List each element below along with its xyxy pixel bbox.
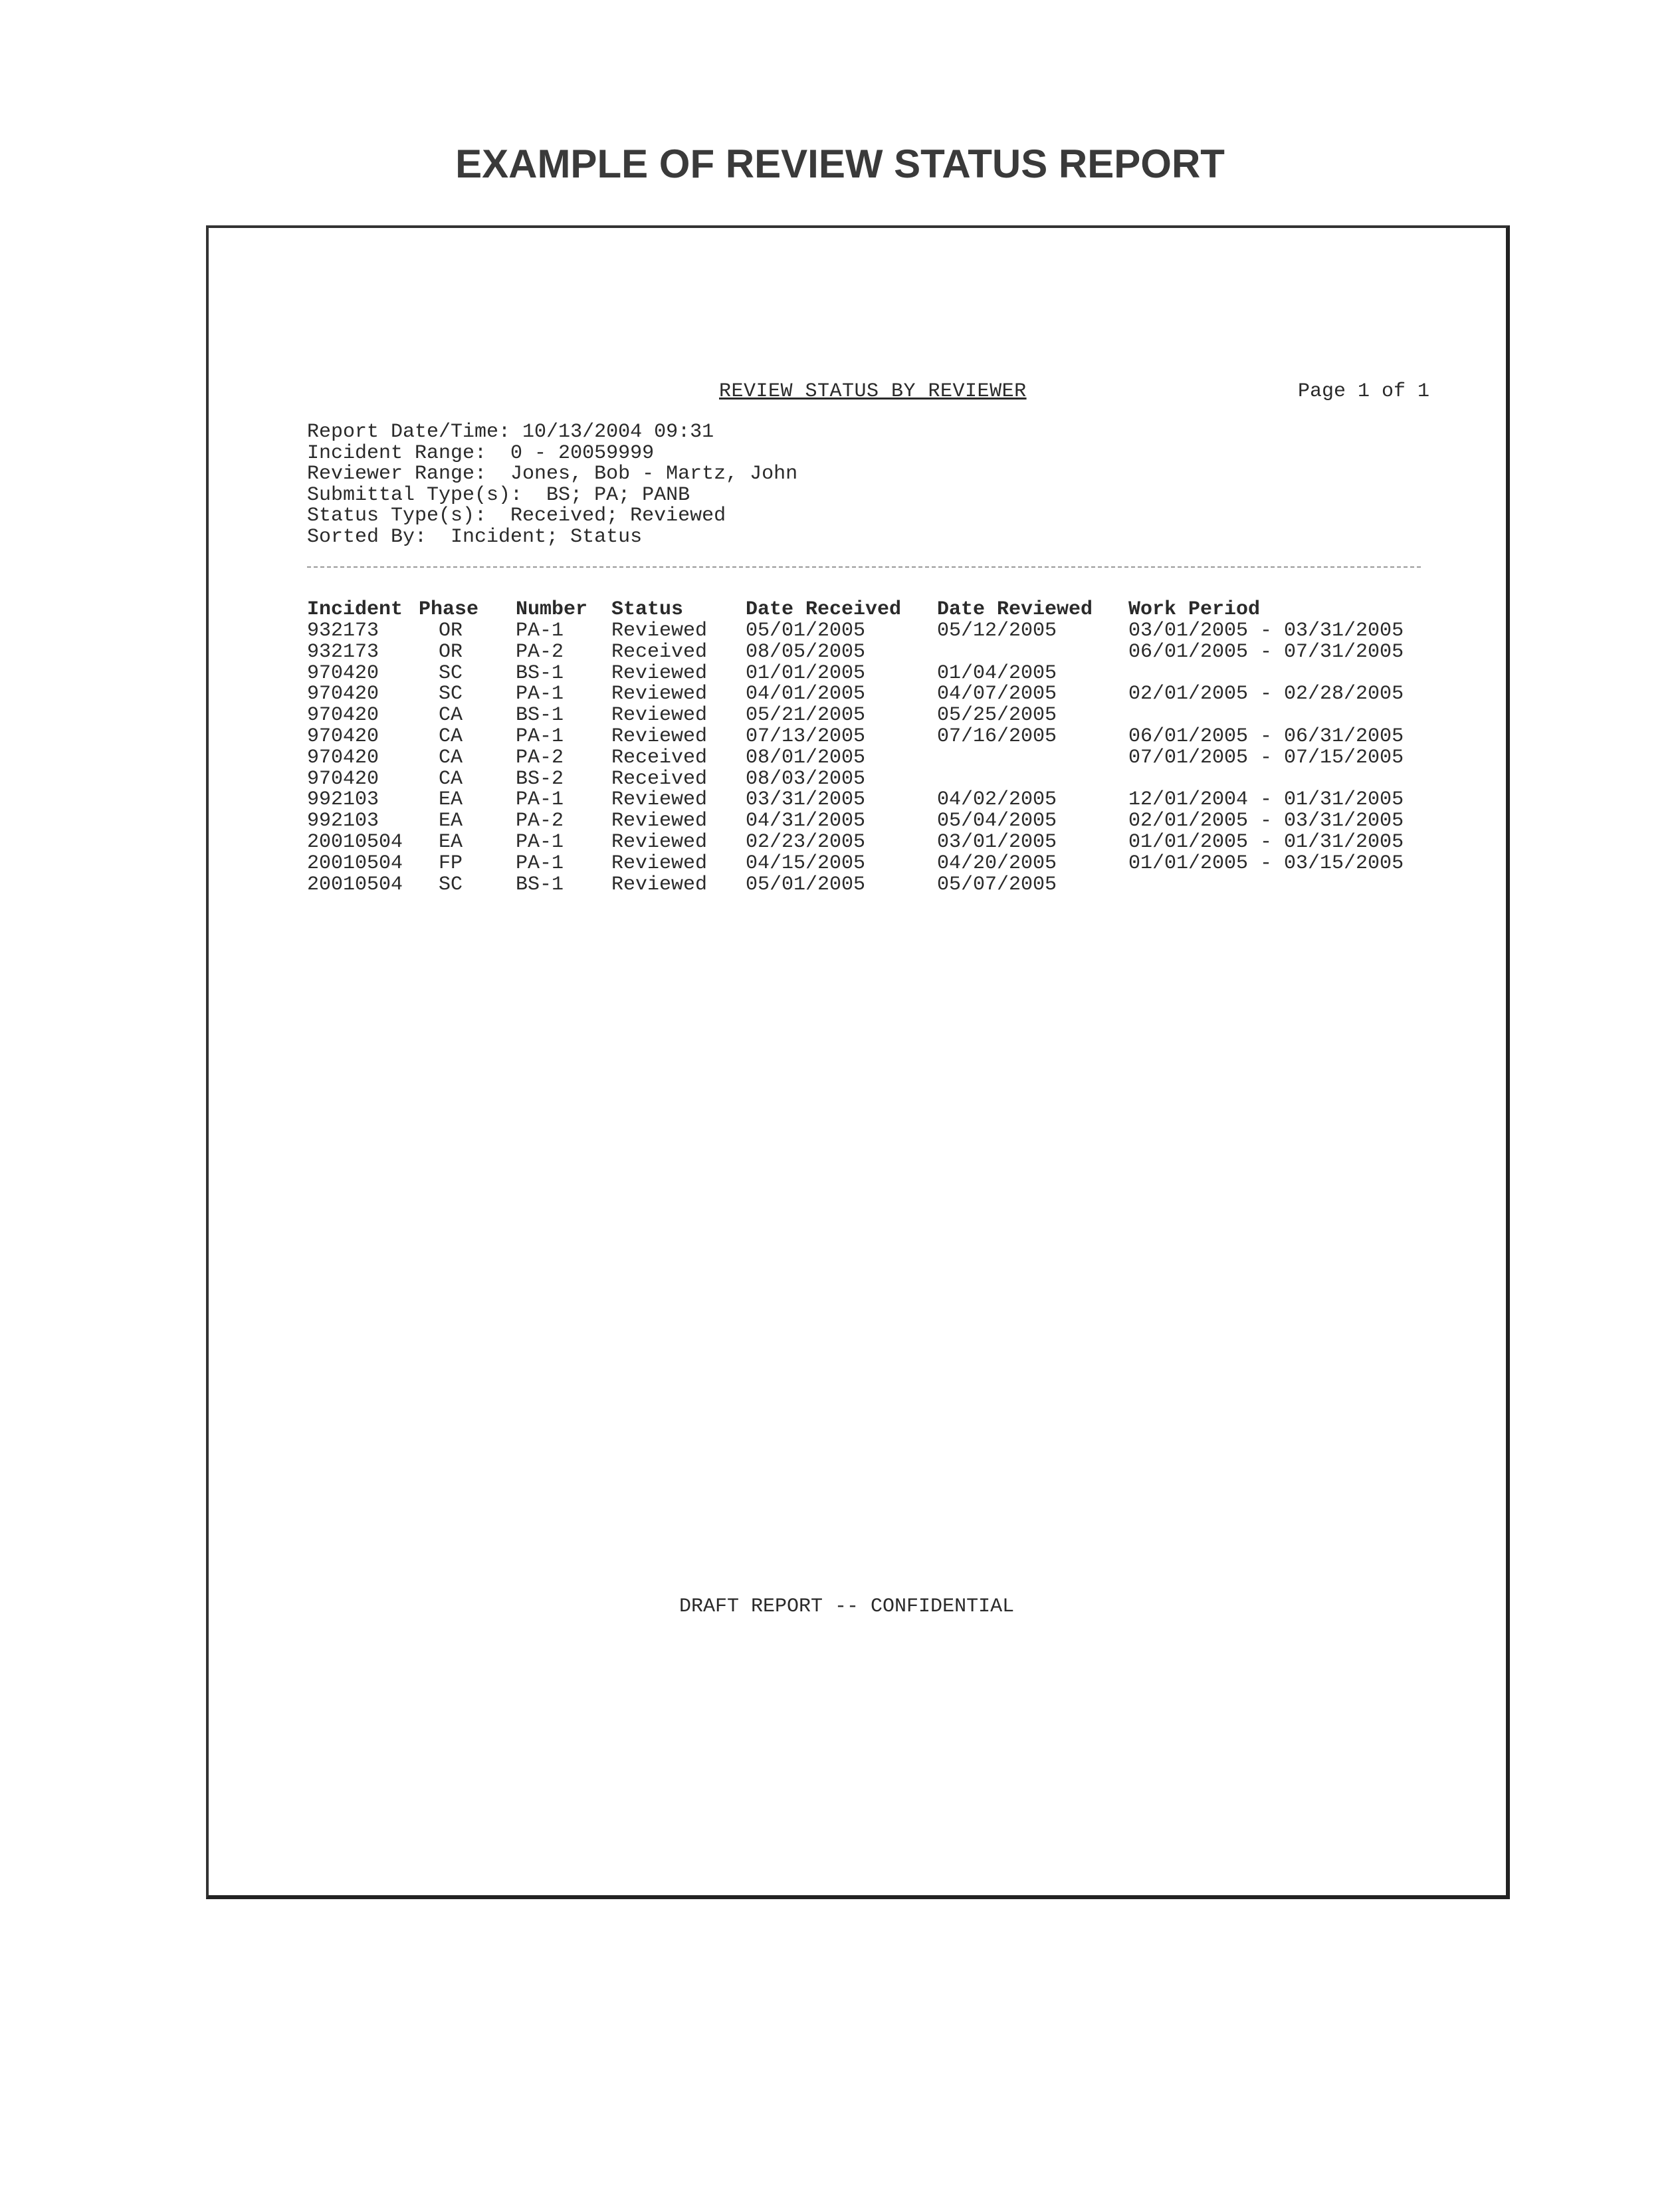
cell-number: BS-1 (516, 873, 564, 896)
cell-date-received: 02/23/2005 (746, 830, 866, 854)
table-row (307, 746, 1404, 769)
param-report-datetime: Report Date/Time: 10/13/2004 09:31 (307, 421, 714, 443)
cell-number: PA-1 (516, 683, 564, 706)
cell-status: Reviewed (611, 661, 708, 685)
table-header (307, 598, 1261, 621)
cell-work-period: 01/01/2005 - 01/31/2005 (1128, 830, 1404, 854)
cell-date-received: 04/31/2005 (746, 810, 866, 833)
cell-work-period: 06/01/2005 - 06/31/2005 (1128, 725, 1404, 748)
cell-incident: 970420 (307, 746, 379, 769)
cell-phase: CA (439, 725, 463, 748)
cell-status: Reviewed (611, 725, 708, 748)
page-indicator: Page 1 of 1 (1298, 380, 1430, 403)
cell-date-received: 08/01/2005 (746, 746, 866, 769)
cell-date-reviewed: 01/04/2005 (937, 661, 1057, 685)
col-header-number: Number (516, 598, 588, 621)
cell-number: PA-2 (516, 640, 564, 663)
cell-date-received: 04/15/2005 (746, 852, 866, 875)
table-row (307, 704, 1057, 727)
cell-date-reviewed: 05/12/2005 (937, 620, 1057, 642)
cell-phase: SC (439, 683, 463, 706)
cell-incident: 992103 (307, 788, 379, 812)
cell-number: BS-1 (516, 661, 564, 685)
cell-work-period: 03/01/2005 - 03/31/2005 (1128, 620, 1404, 642)
cell-number: BS-2 (516, 767, 564, 790)
cell-status: Reviewed (611, 810, 708, 833)
cell-number: BS-1 (516, 704, 564, 727)
cell-date-received: 05/01/2005 (746, 873, 866, 896)
param-sorted-by: Sorted By: Incident; Status (307, 525, 643, 548)
cell-incident: 970420 (307, 704, 379, 727)
col-header-incident: Incident (307, 598, 403, 621)
cell-number: PA-1 (516, 852, 564, 875)
cell-date-reviewed: 04/02/2005 (937, 788, 1057, 812)
cell-phase: SC (439, 873, 463, 896)
page-title: EXAMPLE OF REVIEW STATUS REPORT (455, 142, 1225, 186)
cell-incident: 992103 (307, 810, 379, 833)
cell-incident: 20010504 (307, 830, 403, 854)
cell-status: Reviewed (611, 788, 708, 812)
cell-status: Received (611, 640, 708, 663)
cell-date-received: 05/21/2005 (746, 704, 866, 727)
table-row (307, 640, 1404, 663)
cell-date-received: 03/31/2005 (746, 788, 866, 812)
cell-number: PA-1 (516, 620, 564, 642)
table-row (307, 788, 1404, 812)
cell-phase: CA (439, 704, 463, 727)
cell-incident: 970420 (307, 725, 379, 748)
cell-phase: EA (439, 810, 463, 833)
cell-date-reviewed: 05/04/2005 (937, 810, 1057, 833)
cell-incident: 970420 (307, 683, 379, 706)
cell-work-period: 12/01/2004 - 01/31/2005 (1128, 788, 1404, 812)
table-row (307, 873, 1057, 896)
cell-phase: EA (439, 830, 463, 854)
param-status-types: Status Type(s): Received; Reviewed (307, 505, 726, 527)
cell-status: Reviewed (611, 830, 708, 854)
cell-status: Reviewed (611, 704, 708, 727)
cell-phase: OR (439, 620, 463, 642)
cell-date-received: 07/13/2005 (746, 725, 866, 748)
table-row (307, 620, 1404, 642)
cell-work-period: 01/01/2005 - 03/15/2005 (1128, 852, 1404, 875)
cell-phase: FP (439, 852, 463, 875)
report-heading: REVIEW STATUS BY REVIEWER (719, 380, 1027, 403)
cell-date-received: 01/01/2005 (746, 661, 866, 685)
table-row (307, 661, 1057, 685)
table-row (307, 830, 1404, 854)
cell-phase: CA (439, 767, 463, 790)
col-header-work-period: Work Period (1128, 598, 1261, 621)
cell-status: Received (611, 767, 708, 790)
report-table (307, 598, 1404, 896)
cell-date-reviewed: 05/25/2005 (937, 704, 1057, 727)
report-parameters (307, 422, 797, 548)
cell-phase: EA (439, 788, 463, 812)
param-incident-range: Incident Range: 0 - 20059999 (307, 441, 655, 465)
cell-incident: 20010504 (307, 852, 403, 875)
cell-date-reviewed: 04/07/2005 (937, 683, 1057, 706)
cell-status: Reviewed (611, 683, 708, 706)
cell-number: PA-1 (516, 830, 564, 854)
cell-number: PA-1 (516, 788, 564, 812)
cell-status: Reviewed (611, 873, 708, 896)
cell-date-received: 05/01/2005 (746, 620, 866, 642)
cell-number: PA-2 (516, 810, 564, 833)
cell-number: PA-2 (516, 746, 564, 769)
cell-date-reviewed: 07/16/2005 (937, 725, 1057, 748)
table-body (307, 620, 1404, 896)
cell-status: Reviewed (611, 852, 708, 875)
cell-incident: 970420 (307, 661, 379, 685)
cell-date-received: 04/01/2005 (746, 683, 866, 706)
cell-work-period: 02/01/2005 - 02/28/2005 (1128, 683, 1404, 706)
param-reviewer-range: Reviewer Range: Jones, Bob - Martz, John (307, 463, 798, 485)
cell-incident: 932173 (307, 640, 379, 663)
table-row (307, 725, 1404, 748)
col-header-phase: Phase (419, 598, 479, 621)
table-row (307, 683, 1404, 706)
cell-incident: 970420 (307, 767, 379, 790)
cell-number: PA-1 (516, 725, 564, 748)
param-submittal-types: Submittal Type(s): BS; PA; PANB (307, 483, 690, 507)
table-row (307, 767, 866, 790)
report-footer: DRAFT REPORT -- CONFIDENTIAL (679, 1595, 1015, 1618)
col-header-date-received: Date Received (746, 598, 902, 621)
cell-phase: OR (439, 640, 463, 663)
cell-work-period: 02/01/2005 - 03/31/2005 (1128, 810, 1404, 833)
cell-incident: 932173 (307, 620, 379, 642)
col-header-date-reviewed: Date Reviewed (937, 598, 1093, 621)
table-row (307, 810, 1404, 833)
cell-status: Received (611, 746, 708, 769)
cell-status: Reviewed (611, 620, 708, 642)
cell-date-received: 08/05/2005 (746, 640, 866, 663)
cell-incident: 20010504 (307, 873, 403, 896)
cell-work-period: 07/01/2005 - 07/15/2005 (1128, 746, 1404, 769)
cell-date-received: 08/03/2005 (746, 767, 866, 790)
cell-phase: CA (439, 746, 463, 769)
col-header-status: Status (611, 598, 684, 621)
dashed-divider (307, 566, 1421, 568)
cell-date-reviewed: 03/01/2005 (937, 830, 1057, 854)
cell-work-period: 06/01/2005 - 07/31/2005 (1128, 640, 1404, 663)
cell-date-reviewed: 05/07/2005 (937, 873, 1057, 896)
cell-date-reviewed: 04/20/2005 (937, 852, 1057, 875)
cell-phase: SC (439, 661, 463, 685)
table-row (307, 852, 1404, 875)
